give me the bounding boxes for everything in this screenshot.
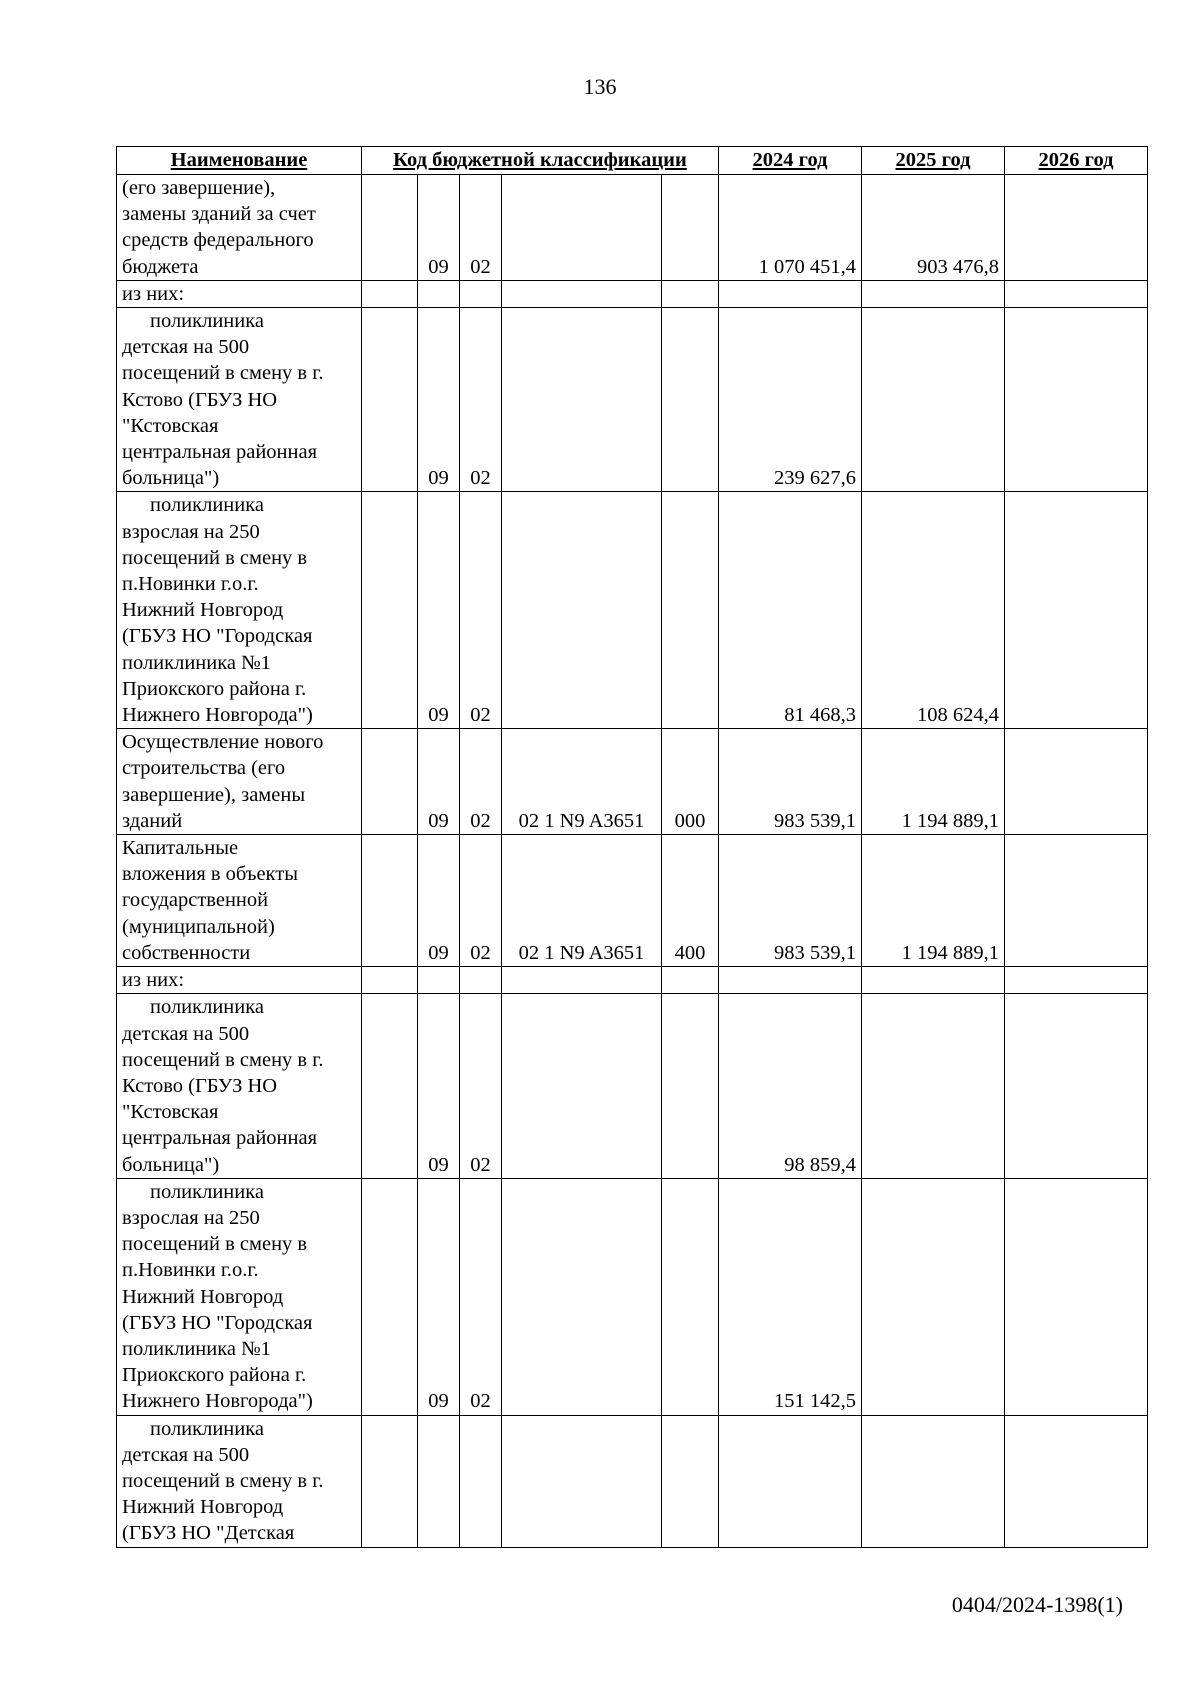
value-2024-cell: 81 468,3 bbox=[719, 492, 862, 729]
value-2025-cell bbox=[862, 967, 1005, 994]
row-name-text: из них: bbox=[122, 969, 185, 992]
table-row bbox=[117, 729, 1148, 835]
code-section-cell bbox=[362, 967, 418, 994]
budget-table bbox=[116, 146, 1148, 1548]
table-row bbox=[117, 994, 1148, 1178]
code-subchapter-cell: 02 bbox=[460, 729, 502, 835]
code-expense-type-cell bbox=[662, 280, 719, 307]
value-2025-cell: 108 624,4 bbox=[862, 492, 1005, 729]
table-row bbox=[117, 492, 1148, 729]
value-2024-cell: 151 142,5 bbox=[719, 1178, 862, 1415]
code-target-item-cell bbox=[502, 280, 662, 307]
value-2024-cell: 239 627,6 bbox=[719, 308, 862, 492]
code-chapter-cell: 09 bbox=[418, 729, 460, 835]
code-target-item-cell: 02 1 N9 A3651 bbox=[502, 835, 662, 967]
value-2025-cell bbox=[862, 308, 1005, 492]
code-section-cell bbox=[362, 492, 418, 729]
table-body bbox=[117, 175, 1148, 1548]
value-2026-cell bbox=[1005, 175, 1148, 281]
row-name-text: Капитальные вложения в объекты государственной (муниципальной) собственности bbox=[122, 837, 298, 964]
row-name-text: поликлиника детская на 500 посещений в смену в г. Нижний Новгород (ГБУЗ НО "Детская bbox=[122, 1417, 324, 1545]
value-2025-cell bbox=[862, 1415, 1005, 1547]
table-row bbox=[117, 1178, 1148, 1415]
code-section-cell bbox=[362, 994, 418, 1178]
header-2026: 2026 год bbox=[1005, 147, 1148, 175]
code-subchapter-cell: 02 bbox=[460, 1178, 502, 1415]
row-name-text: (его завершение), замены зданий за счет средств федерального бюджета bbox=[122, 177, 316, 278]
code-chapter-cell: 09 bbox=[418, 1178, 460, 1415]
code-chapter-cell: 09 bbox=[418, 175, 460, 281]
row-name bbox=[117, 492, 362, 729]
row-name bbox=[117, 1178, 362, 1415]
code-expense-type-cell bbox=[662, 492, 719, 729]
value-2024-cell bbox=[719, 967, 862, 994]
table-row bbox=[117, 835, 1148, 967]
code-chapter-cell: 09 bbox=[418, 492, 460, 729]
value-2025-cell bbox=[862, 994, 1005, 1178]
code-section-cell bbox=[362, 1415, 418, 1547]
code-expense-type-cell bbox=[662, 308, 719, 492]
row-name-text: Осуществление нового строительства (его завершение), замены зданий bbox=[122, 731, 324, 832]
row-name-text: поликлиника взрослая на 250 посещений в смену в п.Новинки г.о.г. Нижний Новгород (ГБУЗ НО "Городская поликлиника №1 Приокского района г. Нижнего Новгорода") bbox=[122, 1180, 313, 1413]
code-expense-type-cell bbox=[662, 967, 719, 994]
code-chapter-cell bbox=[418, 1415, 460, 1547]
row-name-text: поликлиника взрослая на 250 посещений в смену в п.Новинки г.о.г. Нижний Новгород (ГБУЗ НО "Городская поликлиника №1 Приокского района г. Нижнего Новгорода") bbox=[122, 494, 313, 727]
value-2025-cell: 1 194 889,1 bbox=[862, 835, 1005, 967]
value-2024-cell bbox=[719, 280, 862, 307]
code-expense-type-cell: 400 bbox=[662, 835, 719, 967]
value-2024-cell bbox=[719, 1415, 862, 1547]
code-section-cell bbox=[362, 1178, 418, 1415]
code-subchapter-cell bbox=[460, 1415, 502, 1547]
code-expense-type-cell bbox=[662, 1415, 719, 1547]
table-row bbox=[117, 280, 1148, 307]
value-2026-cell bbox=[1005, 492, 1148, 729]
code-target-item-cell: 02 1 N9 A3651 bbox=[502, 729, 662, 835]
code-target-item-cell bbox=[502, 1415, 662, 1547]
row-name-text: поликлиника детская на 500 посещений в смену в г. Кстово (ГБУЗ НО "Кстовская центральная районная больница") bbox=[122, 996, 324, 1176]
code-target-item-cell bbox=[502, 994, 662, 1178]
table-row bbox=[117, 967, 1148, 994]
row-name-text: поликлиника детская на 500 посещений в смену в г. Кстово (ГБУЗ НО "Кстовская центральная районная больница") bbox=[122, 310, 324, 490]
code-expense-type-cell bbox=[662, 1178, 719, 1415]
code-subchapter-cell bbox=[460, 967, 502, 994]
code-expense-type-cell bbox=[662, 994, 719, 1178]
header-2024: 2024 год bbox=[719, 147, 862, 175]
code-expense-type-cell bbox=[662, 175, 719, 281]
row-name bbox=[117, 280, 362, 307]
value-2024-cell: 983 539,1 bbox=[719, 835, 862, 967]
value-2026-cell bbox=[1005, 280, 1148, 307]
code-expense-type-cell: 000 bbox=[662, 729, 719, 835]
code-subchapter-cell: 02 bbox=[460, 835, 502, 967]
code-target-item-cell bbox=[502, 967, 662, 994]
value-2026-cell bbox=[1005, 967, 1148, 994]
value-2024-cell: 98 859,4 bbox=[719, 994, 862, 1178]
page-number: 136 bbox=[583, 74, 617, 99]
header-row bbox=[117, 147, 1148, 175]
table-row bbox=[117, 1415, 1148, 1547]
code-subchapter-cell: 02 bbox=[460, 308, 502, 492]
value-2026-cell bbox=[1005, 1178, 1148, 1415]
code-chapter-cell: 09 bbox=[418, 835, 460, 967]
value-2024-cell: 1 070 451,4 bbox=[719, 175, 862, 281]
code-chapter-cell: 09 bbox=[418, 308, 460, 492]
value-2026-cell bbox=[1005, 729, 1148, 835]
code-section-cell bbox=[362, 280, 418, 307]
header-code: Код бюджетной классификации bbox=[362, 147, 719, 175]
value-2026-cell bbox=[1005, 994, 1148, 1178]
value-2025-cell: 1 194 889,1 bbox=[862, 729, 1005, 835]
table-row bbox=[117, 308, 1148, 492]
row-name-text: из них: bbox=[122, 282, 185, 305]
code-subchapter-cell bbox=[460, 280, 502, 307]
code-chapter-cell bbox=[418, 967, 460, 994]
code-chapter-cell: 09 bbox=[418, 994, 460, 1178]
document-number: 0404/2024-1398(1) bbox=[951, 1592, 1123, 1617]
value-2026-cell bbox=[1005, 835, 1148, 967]
code-section-cell bbox=[362, 175, 418, 281]
code-subchapter-cell: 02 bbox=[460, 175, 502, 281]
header-2025: 2025 год bbox=[862, 147, 1005, 175]
code-subchapter-cell: 02 bbox=[460, 994, 502, 1178]
row-name bbox=[117, 835, 362, 967]
code-target-item-cell bbox=[502, 175, 662, 281]
value-2025-cell bbox=[862, 280, 1005, 307]
code-subchapter-cell: 02 bbox=[460, 492, 502, 729]
code-target-item-cell bbox=[502, 1178, 662, 1415]
header-name: Наименование bbox=[117, 147, 362, 175]
row-name bbox=[117, 967, 362, 994]
code-section-cell bbox=[362, 835, 418, 967]
row-name bbox=[117, 175, 362, 281]
code-chapter-cell bbox=[418, 280, 460, 307]
code-target-item-cell bbox=[502, 308, 662, 492]
code-section-cell bbox=[362, 308, 418, 492]
code-target-item-cell bbox=[502, 492, 662, 729]
value-2026-cell bbox=[1005, 1415, 1148, 1547]
value-2025-cell bbox=[862, 1178, 1005, 1415]
value-2026-cell bbox=[1005, 308, 1148, 492]
row-name bbox=[117, 729, 362, 835]
table-row bbox=[117, 175, 1148, 281]
row-name bbox=[117, 308, 362, 492]
code-section-cell bbox=[362, 729, 418, 835]
value-2024-cell: 983 539,1 bbox=[719, 729, 862, 835]
row-name bbox=[117, 1415, 362, 1547]
row-name bbox=[117, 994, 362, 1178]
value-2025-cell: 903 476,8 bbox=[862, 175, 1005, 281]
